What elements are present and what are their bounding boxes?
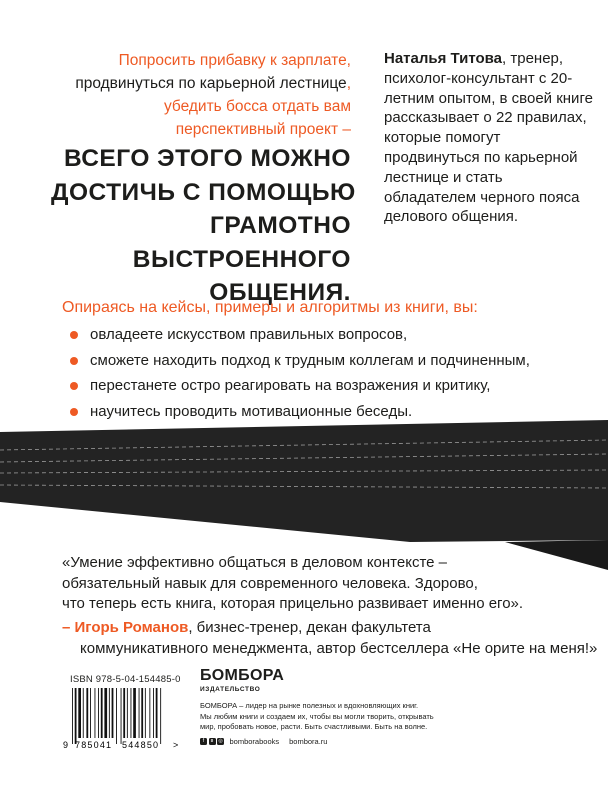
barcode-bar (86, 688, 88, 738)
intro-block (51, 49, 356, 309)
barcode-digits-left: 785041 (75, 740, 113, 750)
author-blurb: Наталья Титова, тренер, психолог-консультант с 20-летним опытом, в своей книге рассказывает о 22 правилах, которые помогут продвинуться по карьерной лестнице и стать обладателем черного пояса делового общения. (384, 50, 593, 226)
barcode-bar (153, 688, 154, 738)
barcode-bar (160, 688, 161, 744)
author-bio: тренер, психолог-консультант с 20-летним опытом, в своей книге рассказывает о 22 правилах, которые помогут продвинуться по карьерной лестнице и стать обладателем черного пояса делового общения. (384, 50, 593, 226)
barcode-bar (127, 688, 128, 738)
barcode-bar (156, 688, 158, 738)
bullet-dot-icon (70, 382, 78, 390)
bullet-dot-icon (70, 357, 78, 365)
headline-line-5: ОБЩЕНИЯ. (209, 279, 351, 306)
list-item (70, 348, 530, 374)
list-item-text: перестанете остро реагировать на возражения и критику, (90, 377, 491, 394)
barcode-digits-right: 544850 (122, 740, 160, 750)
barcode-digit-lead: 9 (63, 740, 69, 750)
black-belt-band (0, 410, 608, 570)
isbn-number: ISBN 978-5-04-154485-0 (70, 674, 181, 685)
intro-line-1: Попросить прибавку к зарплате, (118, 52, 351, 69)
quote-line-1: «Умение эффективно общаться в деловом контексте – (62, 554, 448, 571)
barcode-bar (72, 688, 73, 744)
headline-line-1: ВСЕГО ЭТОГО МОЖНО (63, 145, 351, 172)
publisher-subtitle: ИЗДАТЕЛЬСТВО (200, 686, 261, 693)
isbn-barcode (62, 686, 182, 750)
quote-author-name: – Игорь Романов (62, 619, 189, 636)
barcode-bar (112, 688, 114, 738)
bullets-title: Опираясь на кейсы, примеры и алгоритмы из книги, вы: (62, 299, 478, 316)
barcode-bar (139, 688, 140, 738)
social-handle-link[interactable]: bomborabooks (229, 737, 280, 746)
list-item (70, 322, 530, 348)
publisher-social (200, 737, 327, 746)
list-item-text: научитесь проводить мотивационные беседы. (90, 402, 413, 420)
barcode-bar (131, 688, 132, 738)
list-item-text: овладеете искусством правильных вопросов, (90, 326, 408, 343)
publisher-line-1: БОМБОРА – лидер на рынке полезных и вдохновляющих книг. (200, 701, 419, 710)
barcode-bar (121, 688, 122, 744)
intro-line-2-comma: , (346, 75, 351, 92)
facebook-icon[interactable]: f (200, 738, 207, 745)
quote-author-role-2: коммуникативного менеджмента, автор бестселлера «Не орите на меня!» (80, 639, 598, 657)
quote-attribution (62, 618, 602, 659)
barcode-bar (95, 688, 96, 738)
barcode-bar (141, 688, 143, 738)
barcode-bar (109, 688, 110, 738)
publisher-description (200, 701, 580, 733)
intro-line-4: перспективный проект – (175, 121, 351, 138)
barcode-bar (149, 688, 150, 738)
publisher-line-2: Мы любим книги и создаем их, чтобы вы могли творить, открывать (200, 711, 434, 721)
headline-line-4: ВЫСТРОЕННОГО (132, 245, 351, 273)
vk-icon[interactable]: в (209, 738, 216, 745)
instagram-icon[interactable]: ◎ (218, 738, 223, 744)
belt-shape (0, 420, 608, 542)
bullet-list (70, 322, 530, 424)
barcode-bar (98, 688, 99, 738)
intro-line-2 (51, 72, 351, 95)
barcode-bar (101, 688, 103, 738)
publisher-line-3: мир, пробовать новое, расти. Быть счастливыми. Быть на волне. (200, 722, 428, 732)
barcode-bar (78, 688, 81, 738)
publisher-brand: БОМБОРА (200, 667, 285, 684)
barcode-bar (104, 688, 107, 738)
barcode-bar (90, 688, 91, 738)
headline-line-3: ГРАМОТНО (210, 212, 351, 239)
intro-line-3: убедить босса отдать вам (163, 98, 351, 115)
quote-line-3: что теперь есть книга, которая прицельно развивает именно его». (62, 595, 524, 612)
barcode-bar (116, 688, 117, 744)
barcode-bar (75, 688, 77, 744)
headline-line-2: ДОСТИЧЬ С ПОМОЩЬЮ (51, 178, 356, 206)
quote-author-role-1: , бизнес-тренер, декан факультета (188, 619, 431, 636)
list-item-text: сможете находить подход к трудным коллегам и подчиненным, (90, 351, 530, 369)
publisher-logo (200, 668, 284, 693)
list-item (70, 373, 530, 399)
barcode-digit-tail: > (173, 740, 179, 750)
author-name: Наталья Титова (384, 50, 503, 67)
testimonial-quote (62, 553, 582, 615)
intro-line-2-text: продвинуться по карьерной лестнице (75, 75, 347, 92)
quote-line-2: обязательный навык для современного человека. Здорово, (62, 574, 478, 592)
bullet-dot-icon (70, 331, 78, 339)
barcode-bar (133, 688, 136, 738)
barcode-bar (83, 688, 84, 738)
barcode-bar (145, 688, 146, 738)
barcode-bar (123, 688, 125, 738)
website-link[interactable]: bombora.ru (289, 737, 328, 746)
